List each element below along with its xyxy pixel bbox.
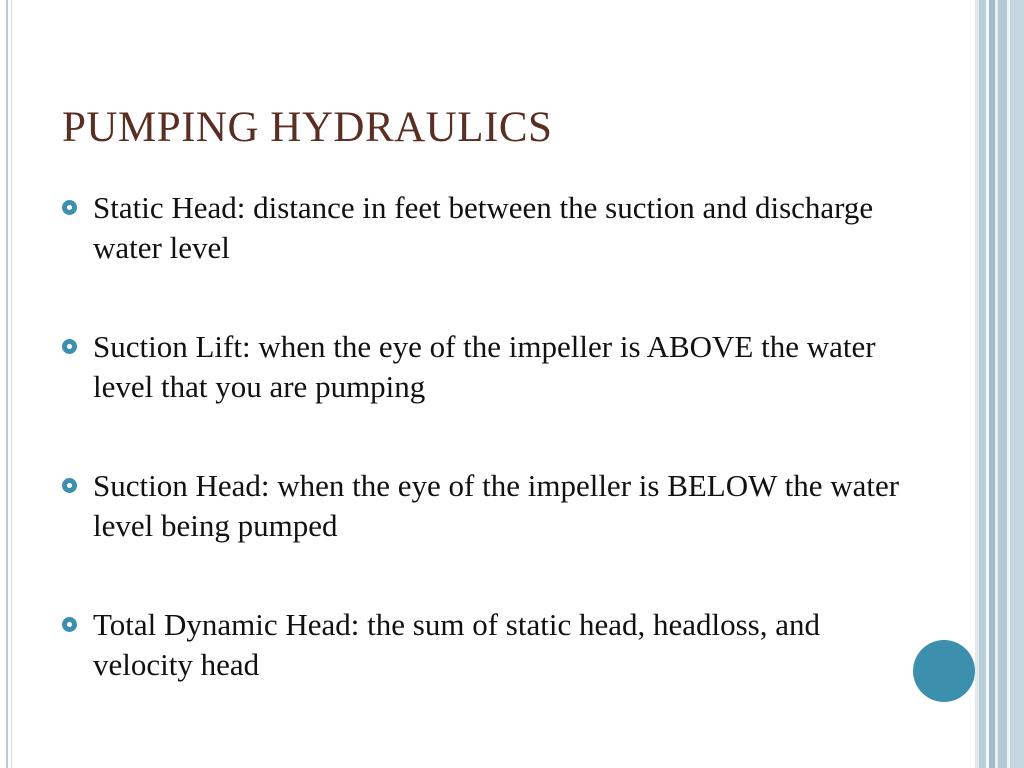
- accent-circle: [913, 640, 975, 702]
- bullet-item: [62, 605, 902, 685]
- left-border-line: [6, 0, 8, 768]
- bullet-item: [62, 188, 902, 268]
- bullet-text: Suction Head: when the eye of the impeller is BELOW the water level being pumped: [93, 468, 900, 543]
- bullet-text: Total Dynamic Head: the sum of static head, headloss, and velocity head: [93, 607, 820, 682]
- right-decorative-stripe: [1010, 0, 1024, 768]
- right-decorative-stripe: [998, 0, 1007, 768]
- bullet-ring-icon: [62, 617, 77, 632]
- bullet-ring-icon: [62, 200, 77, 215]
- bullet-text: Suction Lift: when the eye of the impeller is ABOVE the water level that you are pumping: [93, 329, 876, 404]
- bullet-item: [62, 466, 902, 546]
- bullet-ring-icon: [62, 339, 77, 354]
- bullet-item: [62, 327, 902, 407]
- bullet-ring-icon: [62, 478, 77, 493]
- bullet-list: [62, 188, 902, 744]
- left-border-line: [11, 0, 12, 768]
- bullet-text: Static Head: distance in feet between the suction and discharge water level: [93, 190, 874, 265]
- right-decorative-stripe: [979, 0, 986, 768]
- slide-title: PUMPING HYDRAULICS: [62, 104, 553, 151]
